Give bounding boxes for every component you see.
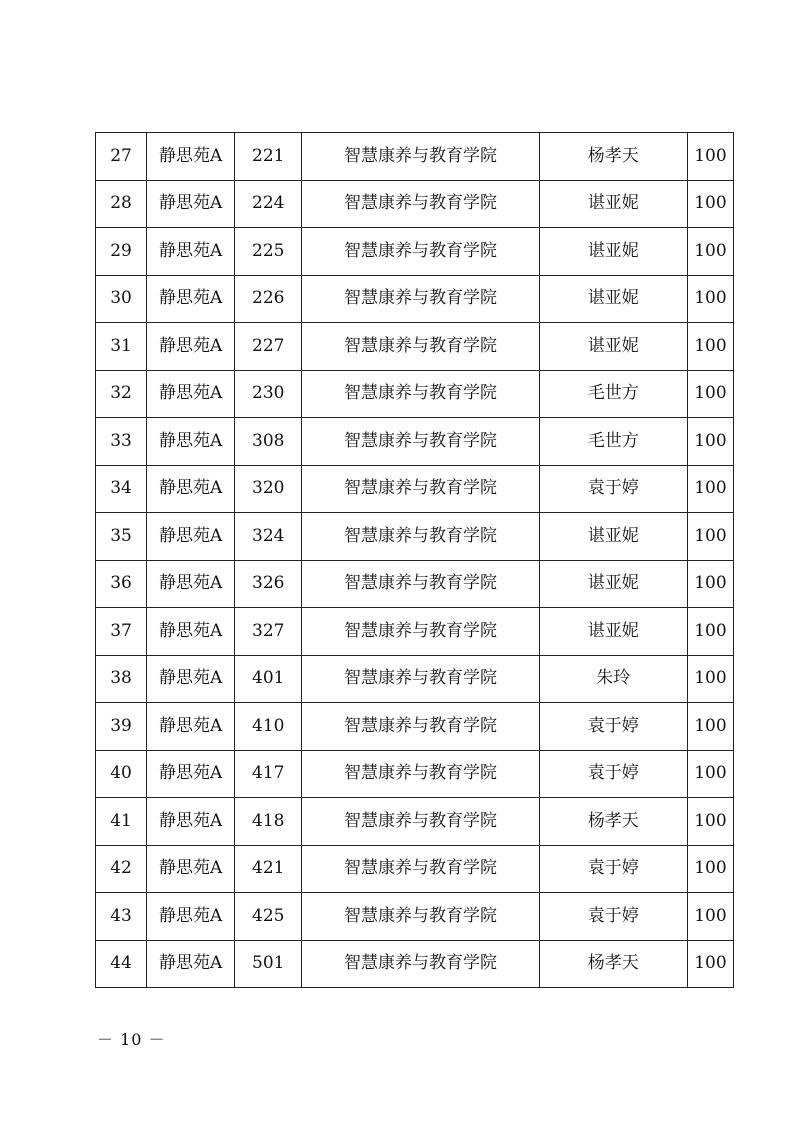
table-row [96, 893, 734, 941]
cell-number: 32 [96, 370, 147, 418]
cell-building: 静思苑A [147, 940, 235, 988]
cell-building: 静思苑A [147, 750, 235, 798]
cell-number: 37 [96, 608, 147, 656]
table-row [96, 418, 734, 466]
cell-college: 智慧康养与教育学院 [302, 750, 539, 798]
cell-score: 100 [687, 655, 733, 703]
table-row [96, 608, 734, 656]
cell-number: 39 [96, 703, 147, 751]
cell-building: 静思苑A [147, 418, 235, 466]
cell-score: 100 [687, 750, 733, 798]
cell-room: 501 [235, 940, 302, 988]
cell-number: 43 [96, 893, 147, 941]
cell-score: 100 [687, 513, 733, 561]
cell-building: 静思苑A [147, 655, 235, 703]
cell-name: 谌亚妮 [539, 608, 687, 656]
cell-score: 100 [687, 940, 733, 988]
cell-name: 谌亚妮 [539, 275, 687, 323]
cell-number: 30 [96, 275, 147, 323]
cell-score: 100 [687, 275, 733, 323]
cell-building: 静思苑A [147, 798, 235, 846]
cell-building: 静思苑A [147, 560, 235, 608]
cell-college: 智慧康养与教育学院 [302, 893, 539, 941]
cell-name: 杨孝天 [539, 940, 687, 988]
cell-college: 智慧康养与教育学院 [302, 560, 539, 608]
cell-room: 327 [235, 608, 302, 656]
table-body [96, 133, 734, 988]
cell-score: 100 [687, 180, 733, 228]
cell-score: 100 [687, 893, 733, 941]
cell-building: 静思苑A [147, 608, 235, 656]
cell-room: 425 [235, 893, 302, 941]
table-row [96, 133, 734, 181]
cell-room: 221 [235, 133, 302, 181]
cell-building: 静思苑A [147, 703, 235, 751]
cell-college: 智慧康养与教育学院 [302, 798, 539, 846]
cell-score: 100 [687, 133, 733, 181]
cell-building: 静思苑A [147, 845, 235, 893]
cell-number: 27 [96, 133, 147, 181]
page-number: － 10 － [97, 1030, 166, 1049]
cell-college: 智慧康养与教育学院 [302, 845, 539, 893]
cell-room: 324 [235, 513, 302, 561]
cell-score: 100 [687, 608, 733, 656]
dorm-inspection-table [95, 132, 734, 988]
table-row [96, 703, 734, 751]
table-row [96, 940, 734, 988]
cell-college: 智慧康养与教育学院 [302, 370, 539, 418]
cell-name: 袁于婷 [539, 893, 687, 941]
cell-number: 38 [96, 655, 147, 703]
cell-college: 智慧康养与教育学院 [302, 133, 539, 181]
table-row [96, 323, 734, 371]
cell-building: 静思苑A [147, 513, 235, 561]
cell-name: 毛世方 [539, 370, 687, 418]
cell-name: 杨孝天 [539, 798, 687, 846]
cell-room: 320 [235, 465, 302, 513]
cell-building: 静思苑A [147, 228, 235, 276]
cell-name: 谌亚妮 [539, 180, 687, 228]
cell-name: 毛世方 [539, 418, 687, 466]
table-row [96, 228, 734, 276]
cell-name: 袁于婷 [539, 845, 687, 893]
cell-score: 100 [687, 228, 733, 276]
cell-college: 智慧康养与教育学院 [302, 655, 539, 703]
cell-number: 33 [96, 418, 147, 466]
cell-building: 静思苑A [147, 465, 235, 513]
cell-score: 100 [687, 560, 733, 608]
cell-name: 袁于婷 [539, 703, 687, 751]
cell-number: 40 [96, 750, 147, 798]
cell-number: 31 [96, 323, 147, 371]
cell-room: 326 [235, 560, 302, 608]
cell-building: 静思苑A [147, 893, 235, 941]
cell-score: 100 [687, 418, 733, 466]
cell-number: 42 [96, 845, 147, 893]
cell-score: 100 [687, 798, 733, 846]
cell-room: 421 [235, 845, 302, 893]
cell-room: 418 [235, 798, 302, 846]
cell-college: 智慧康养与教育学院 [302, 228, 539, 276]
cell-name: 杨孝天 [539, 133, 687, 181]
cell-building: 静思苑A [147, 323, 235, 371]
cell-college: 智慧康养与教育学院 [302, 703, 539, 751]
table-row [96, 655, 734, 703]
cell-building: 静思苑A [147, 370, 235, 418]
cell-number: 36 [96, 560, 147, 608]
cell-college: 智慧康养与教育学院 [302, 608, 539, 656]
cell-room: 230 [235, 370, 302, 418]
cell-number: 29 [96, 228, 147, 276]
cell-number: 34 [96, 465, 147, 513]
cell-room: 417 [235, 750, 302, 798]
cell-room: 225 [235, 228, 302, 276]
cell-college: 智慧康养与教育学院 [302, 418, 539, 466]
cell-score: 100 [687, 703, 733, 751]
table-row [96, 845, 734, 893]
cell-number: 35 [96, 513, 147, 561]
cell-name: 谌亚妮 [539, 323, 687, 371]
cell-room: 227 [235, 323, 302, 371]
cell-name: 谌亚妮 [539, 228, 687, 276]
cell-number: 41 [96, 798, 147, 846]
table-row [96, 180, 734, 228]
cell-college: 智慧康养与教育学院 [302, 323, 539, 371]
cell-room: 410 [235, 703, 302, 751]
table-row [96, 513, 734, 561]
cell-college: 智慧康养与教育学院 [302, 275, 539, 323]
table-row [96, 750, 734, 798]
cell-college: 智慧康养与教育学院 [302, 513, 539, 561]
cell-number: 44 [96, 940, 147, 988]
cell-score: 100 [687, 370, 733, 418]
cell-name: 朱玲 [539, 655, 687, 703]
cell-score: 100 [687, 323, 733, 371]
cell-building: 静思苑A [147, 275, 235, 323]
table-row [96, 560, 734, 608]
cell-number: 28 [96, 180, 147, 228]
cell-name: 谌亚妮 [539, 513, 687, 561]
cell-building: 静思苑A [147, 180, 235, 228]
cell-room: 224 [235, 180, 302, 228]
cell-room: 401 [235, 655, 302, 703]
table-row [96, 275, 734, 323]
cell-room: 226 [235, 275, 302, 323]
cell-college: 智慧康养与教育学院 [302, 465, 539, 513]
cell-name: 谌亚妮 [539, 560, 687, 608]
cell-name: 袁于婷 [539, 750, 687, 798]
cell-room: 308 [235, 418, 302, 466]
table-row [96, 465, 734, 513]
table-row [96, 370, 734, 418]
cell-name: 袁于婷 [539, 465, 687, 513]
cell-score: 100 [687, 845, 733, 893]
table-row [96, 798, 734, 846]
cell-building: 静思苑A [147, 133, 235, 181]
cell-score: 100 [687, 465, 733, 513]
cell-college: 智慧康养与教育学院 [302, 180, 539, 228]
cell-college: 智慧康养与教育学院 [302, 940, 539, 988]
